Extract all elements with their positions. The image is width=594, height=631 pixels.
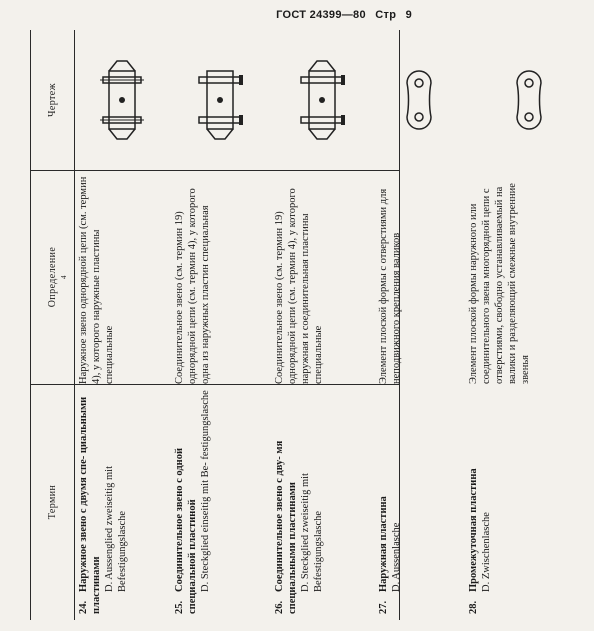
drawing-cell bbox=[270, 30, 374, 170]
term-german: D. Aussenglied zweiseitig mit Befestigungslasche bbox=[104, 466, 128, 592]
table-body bbox=[74, 30, 531, 620]
header-definition-mark: 4 bbox=[60, 275, 68, 279]
header-term: Термин bbox=[46, 484, 58, 520]
drawing-cell bbox=[74, 30, 170, 170]
term-number: 27. bbox=[378, 600, 389, 614]
term-cell bbox=[374, 384, 464, 620]
table-header-row bbox=[30, 30, 75, 620]
drawing-cell bbox=[170, 30, 270, 170]
page-header bbox=[270, 9, 412, 21]
standard-number: ГОСТ 24399—80 bbox=[276, 9, 366, 21]
header-definition bbox=[30, 170, 74, 384]
term-number: 28. bbox=[468, 600, 479, 614]
intermediate-plate-drawing bbox=[513, 67, 545, 133]
outer-link-two-special-plates-drawing bbox=[99, 57, 145, 143]
term-title: Промежуточная пластина bbox=[468, 468, 479, 592]
page-label: Стр bbox=[375, 9, 397, 21]
table-row bbox=[74, 30, 170, 620]
connecting-link-one-special-plate-drawing bbox=[195, 57, 245, 143]
table-row bbox=[270, 30, 374, 620]
definition-cell: Соединительное звено (см. термин 19) однорядной цепи (см. термин 4), у которого одна из наружных пластин специальная bbox=[174, 188, 211, 384]
term-title: Наружная пластина bbox=[378, 496, 389, 592]
definition-cell: Наружное звено однорядной цепи (см. термин 4), у которого наружные пластины специальные bbox=[78, 176, 115, 384]
page-number: 9 bbox=[405, 9, 412, 21]
header-drawing: Чертеж bbox=[46, 83, 58, 117]
definition-cell: Соединительное звено (см. термин 19) однорядной цепи (см. термин 4), у которого наружная и соединительная пластины специальные bbox=[274, 188, 324, 384]
term-cell bbox=[270, 384, 374, 620]
table-row bbox=[374, 30, 464, 620]
term-cell bbox=[464, 384, 594, 620]
term-german: D. Steckglied einseitig mit Be- festigungslasche bbox=[200, 390, 211, 592]
term-title: Соединительное звено с одной специальной пластиной bbox=[174, 447, 198, 614]
term-german: D. Aussenlasche bbox=[391, 522, 402, 592]
term-number: 26. bbox=[274, 600, 285, 614]
outer-plate-drawing bbox=[403, 67, 435, 133]
term-number: 25. bbox=[174, 600, 185, 614]
terms-table bbox=[30, 30, 531, 620]
term-german: D. Steckglied zweiseitig mit Befestigungslasche bbox=[300, 473, 324, 592]
definition-cell: Элемент плоской формы наружного или соединительного звена многорядной цепи с отверстиями, свободно устанавливаемый на валики и разделяющий смежные внутренние звенья bbox=[468, 183, 531, 384]
drawing-cell bbox=[374, 30, 464, 170]
term-german: D. Zwischenlasche bbox=[481, 512, 492, 592]
term-number: 24. bbox=[78, 600, 89, 614]
term-cell bbox=[74, 384, 170, 620]
term-title: Соединительное звено с дву- мя специальными пластинами bbox=[274, 440, 298, 614]
term-cell bbox=[170, 384, 270, 620]
term-title: Наружное звено с двумя спе- циальными пластинами bbox=[78, 396, 102, 614]
header-definition-label: Определение bbox=[46, 246, 58, 308]
definition-cell: Элемент плоской формы с отверстиями для неподвижного крепления валиков bbox=[378, 188, 402, 384]
table-row bbox=[464, 30, 594, 620]
connecting-link-two-special-plates-drawing bbox=[297, 55, 347, 145]
drawing-cell bbox=[464, 30, 594, 170]
table-row bbox=[170, 30, 270, 620]
